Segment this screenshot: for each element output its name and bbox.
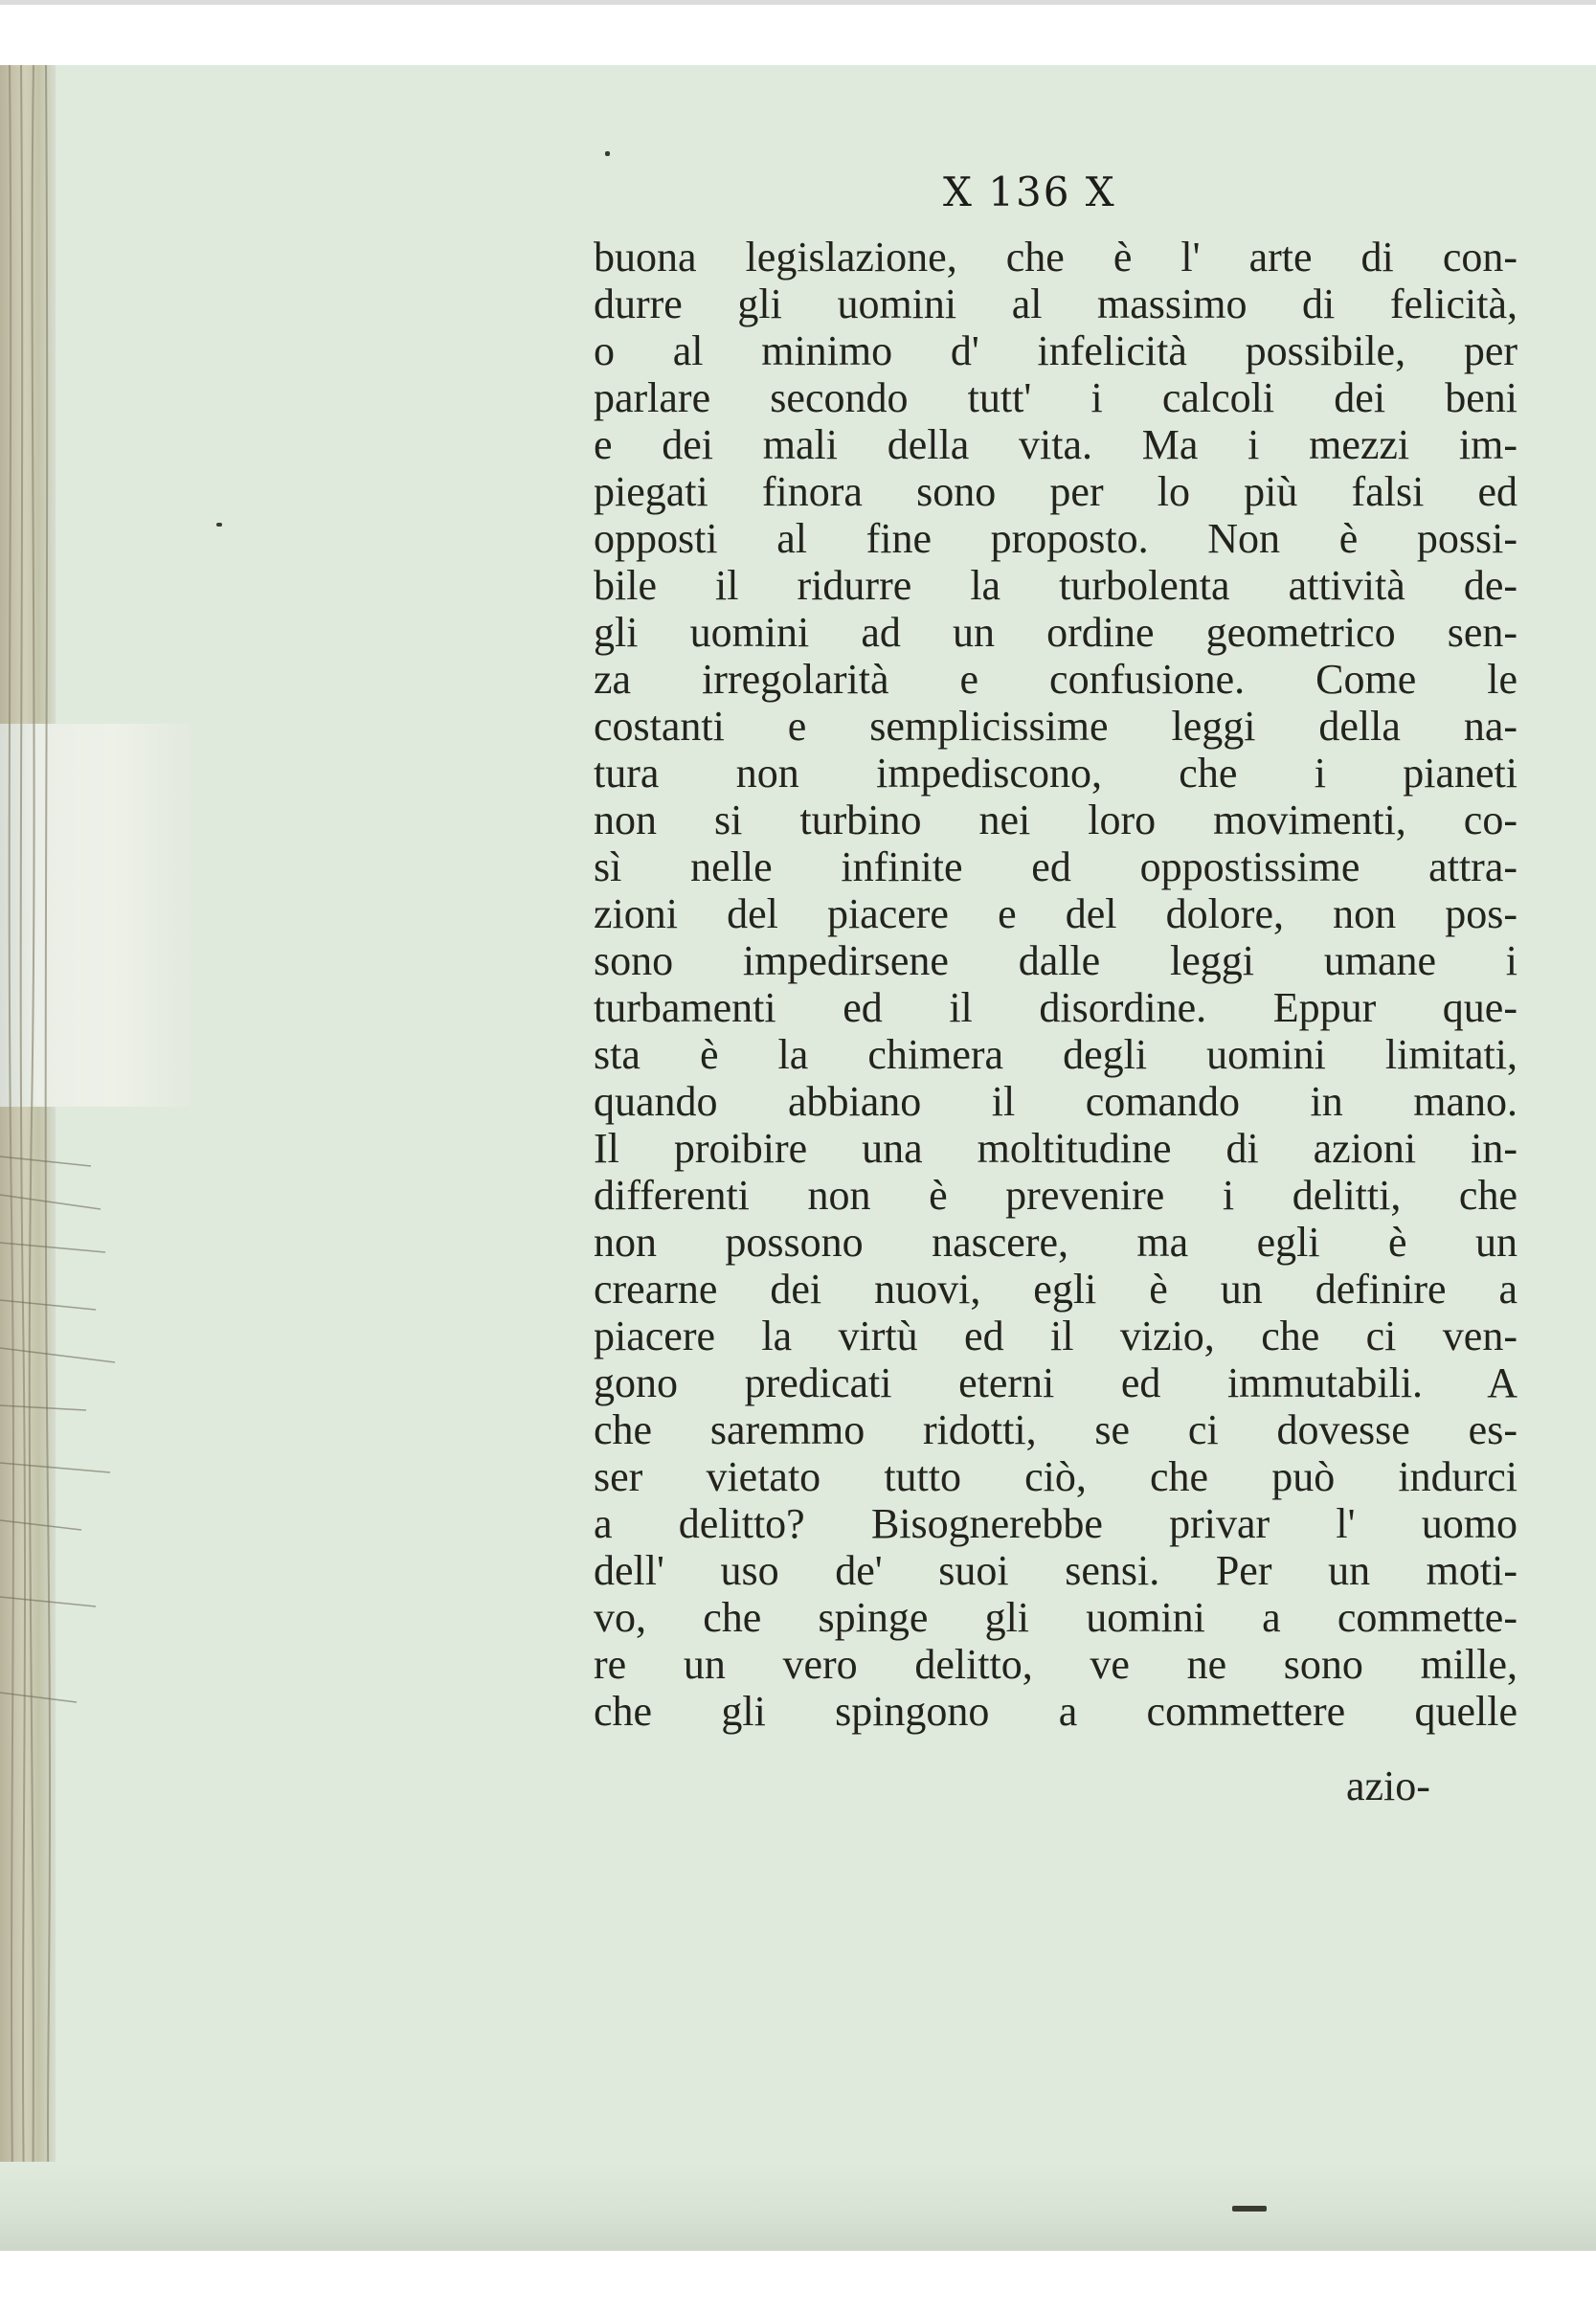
text-line: che gli spingono a commettere quelle	[594, 1688, 1517, 1735]
ink-speck	[605, 151, 610, 156]
text-line: turbamenti ed il disordine. Eppur que-	[594, 984, 1517, 1031]
ink-speck	[216, 523, 222, 527]
text-line: non possono nascere, ma egli è un	[594, 1219, 1517, 1266]
page-header: X 136 X	[943, 168, 1116, 215]
text-line: piacere la virtù ed il vizio, che ci ven-	[594, 1313, 1517, 1359]
text-line: sono impedirsene dalle leggi umane i	[594, 937, 1517, 984]
text-line: vo, che spinge gli uomini a commette-	[594, 1594, 1517, 1641]
text-line: durre gli uomini al massimo di felicità,	[594, 281, 1517, 327]
bottom-margin	[0, 2251, 1596, 2313]
text-line: za irregolarità e confusione. Come le	[594, 656, 1517, 703]
text-line: opposti al fine proposto. Non è possi-	[594, 515, 1517, 562]
text-line: gli uomini ad un ordine geometrico sen-	[594, 609, 1517, 656]
text-line: tura non impediscono, che i pianeti	[594, 750, 1517, 797]
text-line: non si turbino nei loro movimenti, co-	[594, 797, 1517, 843]
text-line: o al minimo d' infelicità possibile, per	[594, 327, 1517, 374]
text-line: buona legislazione, che è l' arte di con-	[594, 234, 1517, 281]
text-line: re un vero delitto, ve ne sono mille,	[594, 1641, 1517, 1688]
text-line: dell' uso de' suoi sensi. Per un moti-	[594, 1547, 1517, 1594]
text-line: costanti e semplicissime leggi della na-	[594, 703, 1517, 750]
top-rule	[0, 0, 1596, 5]
text-line: piegati finora sono per lo più falsi ed	[594, 468, 1517, 515]
text-line: a delitto? Bisognerebbe privar l' uomo	[594, 1500, 1517, 1547]
text-line: differenti non è prevenire i delitti, che	[594, 1172, 1517, 1219]
catchword: azio-	[1346, 1763, 1430, 1809]
text-line: ser vietato tutto ciò, che può indurci	[594, 1453, 1517, 1500]
text-line: che saremmo ridotti, se ci dovesse es-	[594, 1406, 1517, 1453]
text-line: quando abbiano il comando in mano.	[594, 1078, 1517, 1125]
text-line: zioni del piacere e del dolore, non pos-	[594, 890, 1517, 937]
text-line: crearne dei nuovi, egli è un definire a	[594, 1266, 1517, 1313]
body-text	[594, 234, 1517, 1735]
page-bottom-edge	[0, 2162, 1596, 2251]
text-line: sta è la chimera degli uomini limitati,	[594, 1031, 1517, 1078]
spine-threads	[0, 65, 134, 2251]
ink-speck	[1232, 2206, 1267, 2212]
text-line: gono predicati eterni ed immutabili. A	[594, 1359, 1517, 1406]
text-line: parlare secondo tutt' i calcoli dei beni	[594, 374, 1517, 421]
text-line: sì nelle infinite ed oppostissime attra-	[594, 843, 1517, 890]
text-line: bile il ridurre la turbolenta attività de-	[594, 562, 1517, 609]
text-line: e dei mali della vita. Ma i mezzi im-	[594, 421, 1517, 468]
text-line: Il proibire una moltitudine di azioni in-	[594, 1125, 1517, 1172]
